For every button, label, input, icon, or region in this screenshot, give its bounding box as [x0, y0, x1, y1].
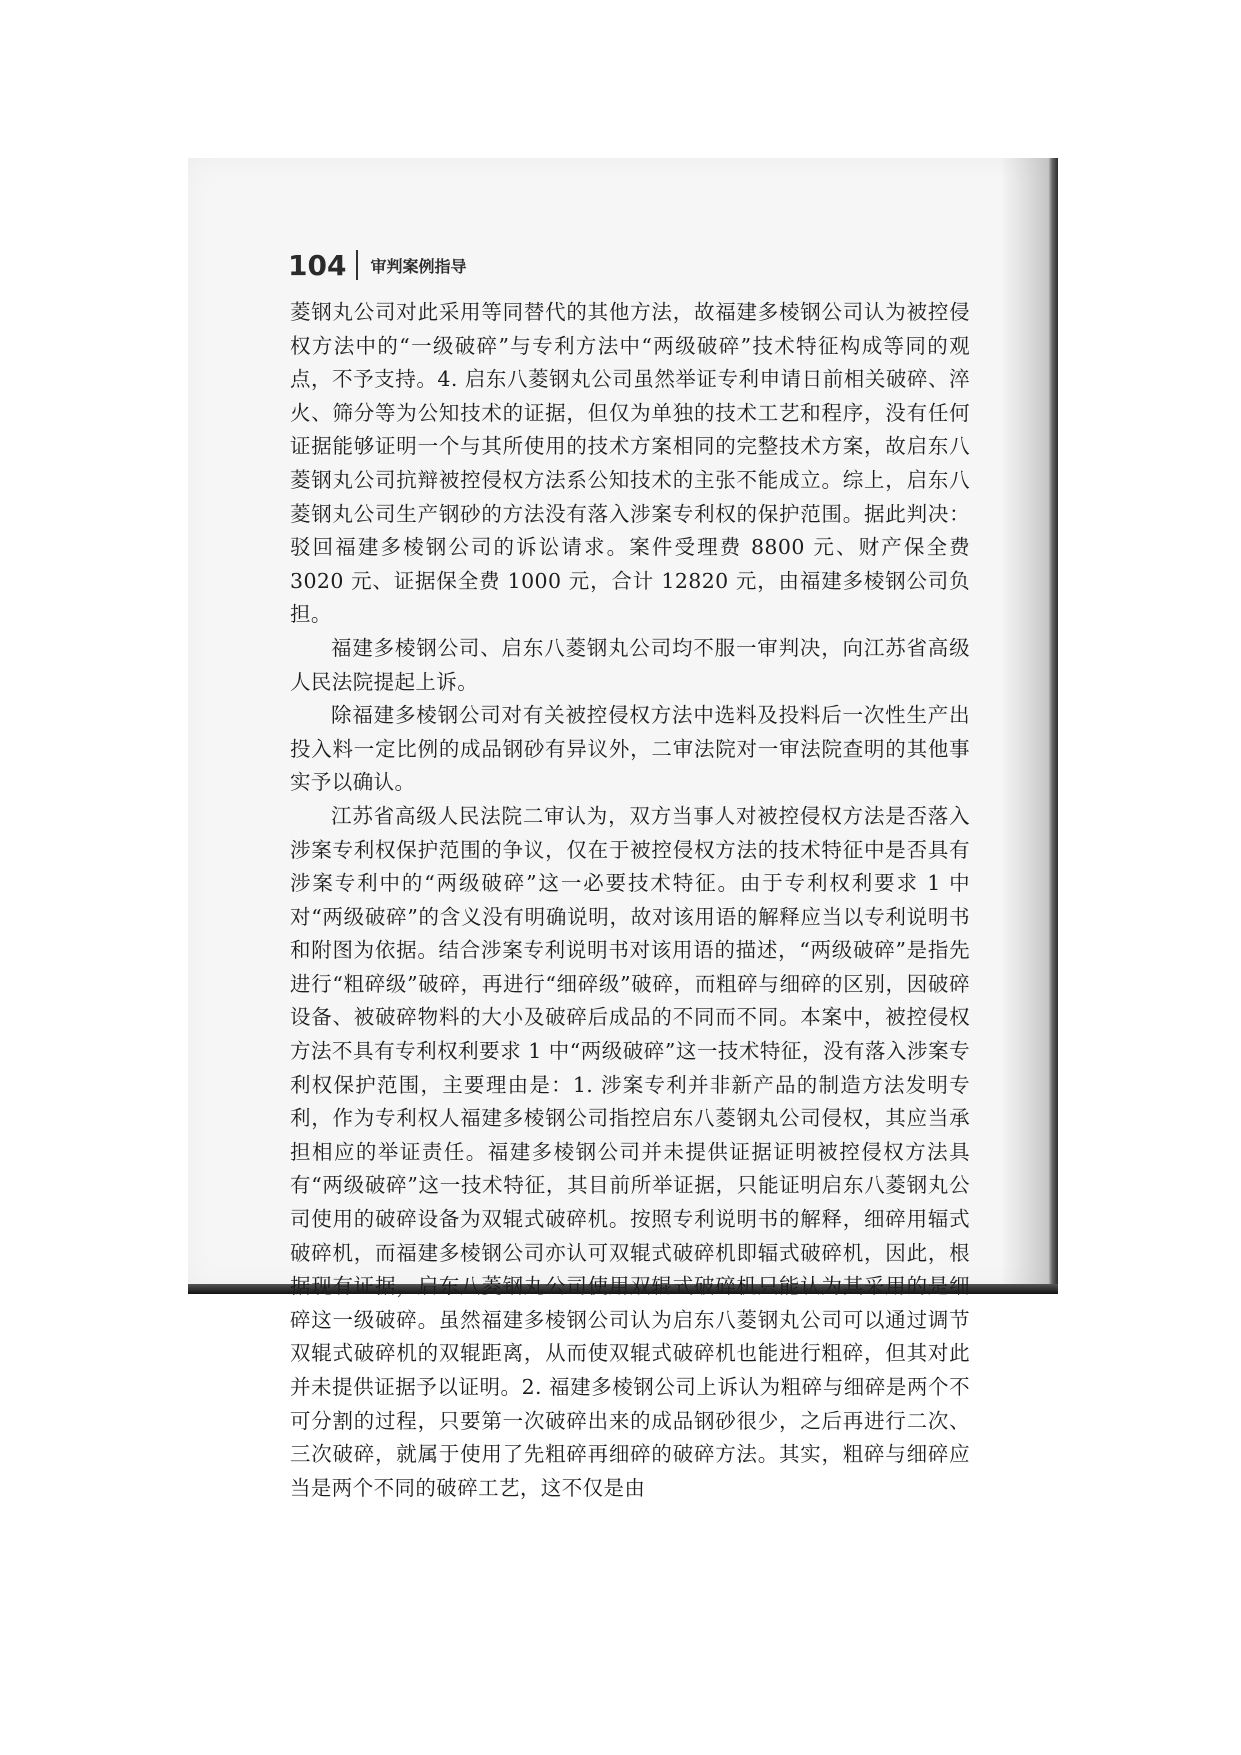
- header-divider: [356, 250, 358, 280]
- book-spine-edge: [1048, 158, 1058, 1288]
- page-number: 104: [288, 249, 347, 282]
- body-text: [290, 296, 970, 1505]
- paragraph-4: 江苏省高级人民法院二审认为，双方当事人对被控侵权方法是否落入涉案专利权保护范围的争议，仅在于被控侵权方法的技术特征中是否具有涉案专利中的“两级破碎”这一必要技术特征。由于专利权利要求 1 中对“两级破碎”的含义没有明确说明，故对该用语的解释应当以专利说明书和附图为依据。结合涉案专利说明书对该用语的描述，“两级破碎”是指先进行“粗碎级”破碎，再进行“细碎级”破碎，而粗碎与细碎的区别，因破碎设备、被破碎物料的大小及破碎后成品的不同而不同。本案中，被控侵权方法不具有专利权利要求 1 中“两级破碎”这一技术特征，没有落入涉案专利权保护范围，主要理由是：1. 涉案专利并非新产品的制造方法发明专利，作为专利权人福建多棱钢公司指控启东八菱钢丸公司侵权，其应当承担相应的举证责任。福建多棱钢公司并未提供证据证明被控侵权方法具有“两级破碎”这一技术特征，其目前所举证据，只能证明启东八菱钢丸公司使用的破碎设备为双辊式破碎机。按照专利说明书的解释，细碎用辐式破碎机，而福建多棱钢公司亦认可双辊式破碎机即辐式破碎机，因此，根据现有证据，启东八菱钢丸公司使用双辊式破碎机只能认为其采用的是细碎这一级破碎。虽然福建多棱钢公司认为启东八菱钢丸公司可以通过调节双辊式破碎机的双辊距离，从而使双辊式破碎机也能进行粗碎，但其对此并未提供证据予以证明。2. 福建多棱钢公司上诉认为粗碎与细碎是两个不可分割的过程，只要第一次破碎出来的成品钢砂很少，之后再进行二次、三次破碎，就属于使用了先粗碎再细碎的破碎方法。其实，粗碎与细碎应当是两个不同的破碎工艺，这不仅是由: [290, 803, 970, 1500]
- page-shadow: [1000, 158, 1048, 1288]
- running-header: [288, 246, 466, 280]
- paragraph-2: 福建多棱钢公司、启东八菱钢丸公司均不服一审判决，向江苏省高级人民法院提起上诉。: [290, 635, 970, 694]
- paragraph-1: 菱钢丸公司对此采用等同替代的其他方法，故福建多棱钢公司认为被控侵权方法中的“一级破碎”与专利方法中“两级破碎”技术特征构成等同的观点，不予支持。4. 启东八菱钢丸公司虽然举证专利申请日前相关破碎、淬火、筛分等为公知技术的证据，但仅为单独的技术工艺和程序，没有任何证据能够证明一个与其所使用的技术方案相同的完整技术方案，故启东八菱钢丸公司抗辩被控侵权方法系公知技术的主张不能成立。综上，启东八菱钢丸公司生产钢砂的方法没有落入涉案专利权的保护范围。据此判决：驳回福建多棱钢公司的诉讼请求。案件受理费 8800 元、财产保全费 3020 元、证据保全费 1000 元，合计 12820 元，由福建多棱钢公司负担。: [290, 300, 970, 627]
- book-title: 审判案例指导: [370, 257, 467, 276]
- paragraph-3: 除福建多棱钢公司对有关被控侵权方法中选料及投料后一次性生产出投入料一定比例的成品钢砂有异议外，二审法院对一审法院查明的其他事实予以确认。: [290, 703, 970, 795]
